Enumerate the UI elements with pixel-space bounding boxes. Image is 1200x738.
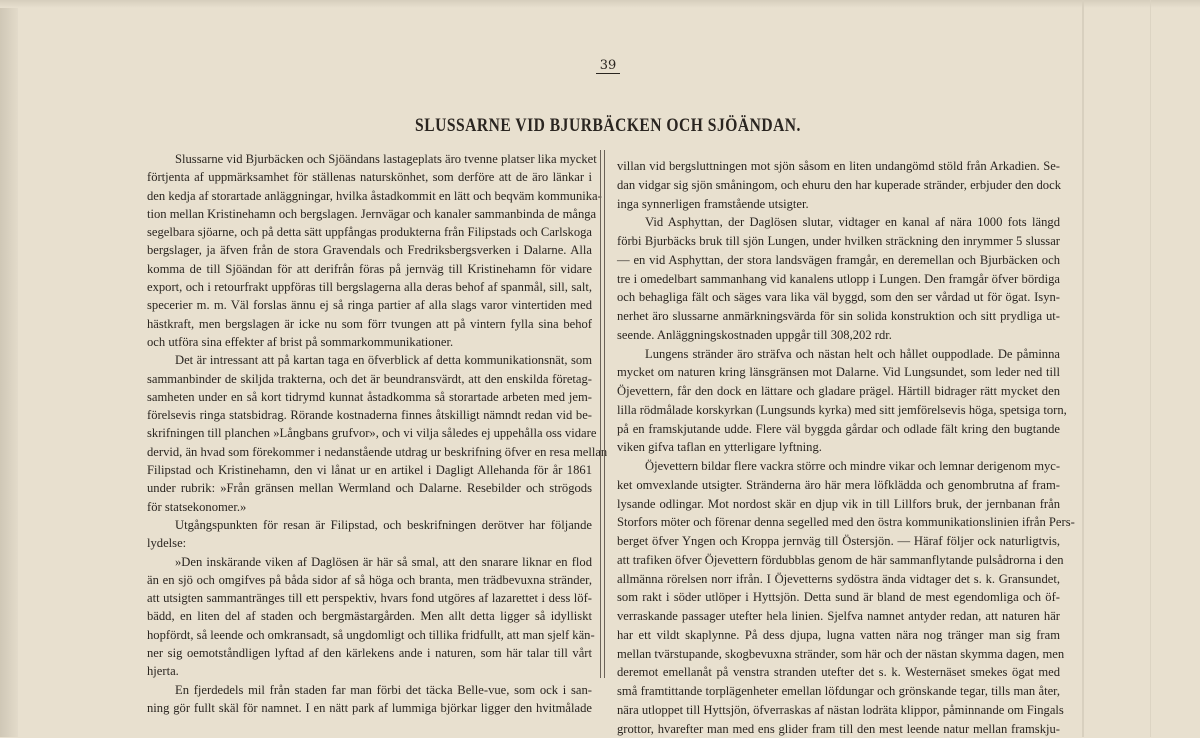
text-line: på en framskjutande udde. Flere väl byggda gårdar och odlade fält kring den bugtande bbox=[617, 420, 1060, 439]
text-line: Vid Asphyttan, der Daglösen slutar, vidtager en kanal af nära 1000 fots längd bbox=[617, 213, 1060, 232]
text-line: och utföra sina effekter af brist på sommarkommunikationer. bbox=[147, 333, 592, 351]
page-number: 39 bbox=[596, 58, 620, 74]
paragraph bbox=[617, 457, 1060, 738]
text-line: förbi Bjurbäcks bruk till sjön Lungen, under hvilken sträckning den inrymmer 5 slussar bbox=[617, 232, 1060, 251]
page-fold bbox=[1082, 0, 1084, 737]
text-line: och behagliga fält och säges vara lika väl byggd, som den ser vårdad ut för ögat. Isyn- bbox=[617, 288, 1060, 307]
text-line: hästkraft, men bergslagen är icke nu som förr tvungen att på vintern fylla sina behof bbox=[147, 315, 592, 333]
text-line: nerhet äro slussarne anmärkningsvärda för sin solida konstruktion och sitt prydliga ut- bbox=[617, 307, 1060, 326]
paragraph bbox=[617, 157, 1060, 213]
text-line: export, och i retourfrakt uppföras till bergslagerna alla deras behof af spanmål, sill, salt, bbox=[147, 278, 592, 296]
text-line: nära utloppet till Hyttsjön, öfverraskas af nästan lodräta klippor, påminnande om Fingals bbox=[617, 701, 1060, 720]
text-line: dervid, än hvad som förekommer i nedanstående utdrag ur beskrifning öfver en resa mellan bbox=[147, 443, 592, 461]
text-line: lysande odlingar. Mot nordost skär en djup vik in till Lillfors bruk, der jernbanan från bbox=[617, 495, 1060, 514]
text-line: »Den inskärande viken af Daglösen är här så smal, att den snarare liknar en flod bbox=[147, 553, 592, 571]
text-line: ner sig oemotståndligen lyftad af den kärlekens ande i naturen, som här talar till vårt bbox=[147, 644, 592, 662]
text-line: lydelse: bbox=[147, 534, 592, 552]
paragraph bbox=[617, 345, 1060, 458]
text-line: Öjevettern bildar flere vackra större och mindre vikar och lemnar derigenom myc- bbox=[617, 457, 1060, 476]
text-line: för statsekonomer.» bbox=[147, 498, 592, 516]
text-line: att trafiken öfver Öjevettern fördubblas genom de här sammanflytande pulsådrorna i den bbox=[617, 551, 1060, 570]
text-line: komma de till Sjöändan för att derifrån föras på jernväg till Kristinehamn för vidare bbox=[147, 260, 592, 278]
text-line: allmänna rörelsen norr ifrån. I Öjevetterns sydöstra ända vidtager det s. k. Gransundet, bbox=[617, 570, 1060, 589]
column-divider bbox=[600, 150, 605, 678]
paragraph bbox=[147, 150, 592, 351]
text-line: samheten under en så kort tidrymd kunnat åstadkomma så storartade arbeten med jem- bbox=[147, 388, 592, 406]
text-line: verraskande passager utefter hela linien. Sjelfva namnet antyder redan, att naturen här bbox=[617, 607, 1060, 626]
text-line: specerier m. m. Väl forslas ännu ej så ringa partier af alla slags varor vintertiden med bbox=[147, 296, 592, 314]
text-line: under rubrik: »Från gränsen mellan Wermland och Dalarne. Resebilder och strögods bbox=[147, 479, 592, 497]
text-line: som rakt i söder utlöper i Hyttsjön. Detta sund är bland de mest egendomliga och öf- bbox=[617, 588, 1060, 607]
text-line: ning gör fullt skäl för namnet. I en nätt park af lummiga björkar ligger den hvitmålade bbox=[147, 699, 592, 717]
text-line: förtjenta af uppmärksamhet för ställenas naturskönhet, som derföre att de äro länkar i bbox=[147, 168, 592, 186]
text-line: mycket om naturen kring länsgränsen mot Dalarne. Vid Lungsundet, som leder ned till bbox=[617, 363, 1060, 382]
right-column bbox=[617, 157, 1060, 738]
text-line: — en vid Asphyttan, der stora landsvägen framgår, en deremellan och Bjurbäcken och bbox=[617, 251, 1060, 270]
text-line: skrifningen till planchen »Långbans grufvor», och vi vilja således ej uppehålla oss vidare bbox=[147, 424, 592, 442]
text-line: hopfördt, så leende och omkransadt, så ungdomligt och tillika fridfullt, att man sjelf kän- bbox=[147, 626, 592, 644]
text-line: Slussarne vid Bjurbäcken och Sjöändans lastageplats äro tvenne platser lika mycket bbox=[147, 150, 592, 168]
text-line: villan vid bergsluttningen mot sjön såsom en liten undangömd stöld från Arkadien. Se- bbox=[617, 157, 1060, 176]
text-line: inga synnerligen framstående utsigter. bbox=[617, 195, 1060, 214]
text-line: bergslager, ja äfven från de stora Gravendals och Fredriksbergsverken i Dalarne. Alla bbox=[147, 241, 592, 259]
text-line: segelbara sjöarne, och på detta sätt uppfångas produkterna från Filipstads och Carlskoga bbox=[147, 223, 592, 241]
text-line: seende. Anläggningskostnaden uppgår till 308,202 rdr. bbox=[617, 326, 1060, 345]
text-line: deremot emellanåt på venstra stranden utefter det s. k. Westernäset smekes ögat med bbox=[617, 663, 1060, 682]
text-line: sammanbinder de skiljda trakterna, och det är beundransvärdt, att den enskilda företag- bbox=[147, 370, 592, 388]
paragraph bbox=[147, 681, 592, 718]
text-line: dan vidgar sig sjön småningom, och ehuru den har kuperade stränder, erbjuder den dock bbox=[617, 176, 1060, 195]
text-line: Det är intressant att på kartan taga en öfverblick af detta kommunikationsnät, som bbox=[147, 351, 592, 369]
text-line: ket omvexlande utsigter. Stränderna äro här mera löfklädda och genombrutna af fram- bbox=[617, 476, 1060, 495]
text-line: grottor, hvarefter man med ens glider fram till den mest leende natur mellan framskju- bbox=[617, 720, 1060, 738]
scan-top-edge bbox=[0, 0, 1200, 8]
text-line: Filipstad och Kristinehamn, den vi lånat ur en artikel i Dagligt Allehanda för år 1861 bbox=[147, 461, 592, 479]
text-line: mellan tvärstupande, skogbevuxna stränder, som här och der nästan skymma dagen, men bbox=[617, 645, 1060, 664]
text-line: En fjerdedels mil från staden far man förbi det täcka Belle-vue, som ock i san- bbox=[147, 681, 592, 699]
text-line: berget öfver Yngen och Kroppa jernväg till Östersjön. — Häraf följer ock naturligtvis, bbox=[617, 532, 1060, 551]
text-line: Lungens stränder äro sträfva och nästan helt och hållet ouppodlade. De påminna bbox=[617, 345, 1060, 364]
text-line: små framtittande torplägenheter emellan löfdungar och grönskande tegar, tills man åter, bbox=[617, 682, 1060, 701]
article-title: SLUSSARNE VID BJURBÄCKEN OCH SJÖÄNDAN. bbox=[355, 115, 860, 137]
left-column bbox=[147, 150, 592, 717]
text-line: Öjevettern, får den dock en lättare och gladare prägel. Härtill bidrager rätt mycket den bbox=[617, 382, 1060, 401]
text-line: den kedja af storartade anläggningar, hvilka åstadkommit en lätt och beqväm kommunika- bbox=[147, 187, 592, 205]
text-line: att utsigten sammantränges till ett perspektiv, hvars fond utgöres af lazarettet i dess löf- bbox=[147, 589, 592, 607]
text-line: viken gifva taflan en ytterligare lyftning. bbox=[617, 438, 1060, 457]
text-line: lilla rödmålade korskyrkan (Lungsunds kyrka) med sitt jemförelsevis höga, spetsiga torn, bbox=[617, 401, 1060, 420]
text-line: har ett vildt skaplynne. På dess djupa, lugna vatten nära nog tränger man sig fram bbox=[617, 626, 1060, 645]
text-line: hjerta. bbox=[147, 662, 592, 680]
paragraph bbox=[147, 351, 592, 516]
text-line: tre i omedelbart sammanhang vid kanalens utlopp i Lungen. Den framgår öfver bördiga bbox=[617, 270, 1060, 289]
text-line: tion mellan Kristinehamn och bergslagen. Jernvägar och kanaler sammanbinda de många bbox=[147, 205, 592, 223]
text-line: bädd, en liten del af staden och bergmästargården. Men allt detta ligger så idylliskt bbox=[147, 607, 592, 625]
text-line: förelsevis ringa statsbidrag. Rörande kostnaderna finnes åtskilligt nämndt redan vid be- bbox=[147, 406, 592, 424]
paragraph bbox=[147, 553, 592, 681]
paragraph bbox=[617, 213, 1060, 344]
paragraph bbox=[147, 516, 592, 553]
text-line: Storfors möter och förenar denna segelled med den östra kommunikationslinien ifrån Pers- bbox=[617, 513, 1060, 532]
text-line: än en sjö och omgifves på båda sidor af så höga och branta, men trädbevuxna stränder, bbox=[147, 571, 592, 589]
text-line: Utgångspunkten för resan är Filipstad, och beskrifningen derötver har följande bbox=[147, 516, 592, 534]
page-fold bbox=[1150, 0, 1151, 737]
scan-left-edge bbox=[0, 0, 18, 737]
